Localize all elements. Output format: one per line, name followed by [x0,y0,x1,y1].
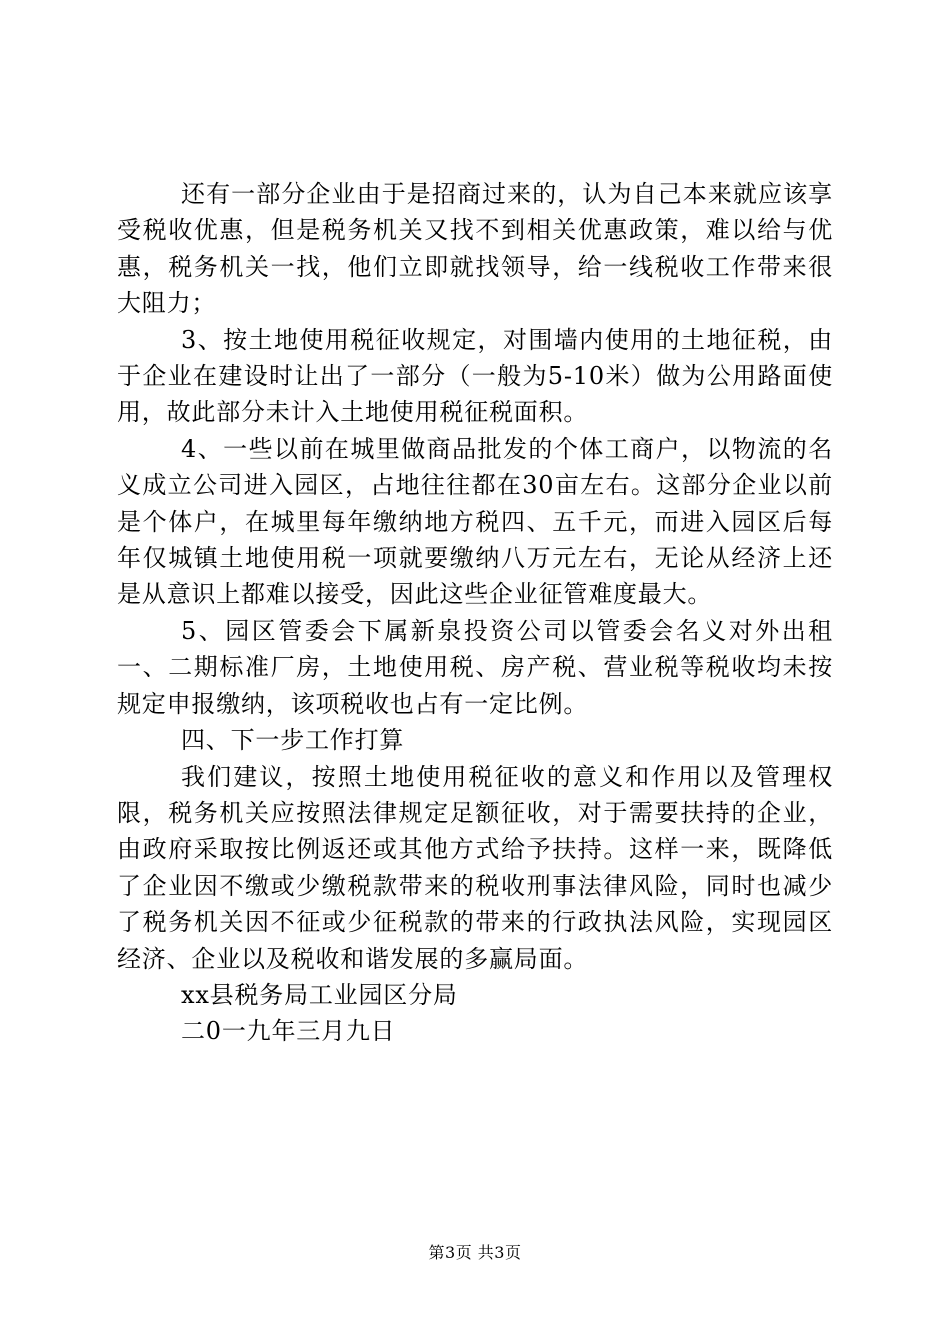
signature-organization: xx县税务局工业园区分局 [181,980,458,1009]
document-body [117,176,833,1050]
paragraph-item-3: 3、按土地使用税征收规定，对围墙内使用的土地征税，由于企业在建设时让出了一部分（一般为5-10米）做为公用路面使用，故此部分未计入土地使用税征税面积。 [117,325,833,427]
paragraph-recommendation: 我们建议，按照土地使用税征收的意义和作用以及管理权限，税务机关应按照法律规定足额征收，对于需要扶持的企业，由政府采取按比例返还或其他方式给予扶持。这样一来，既降低了企业因不缴或少缴税款带来的税收刑事法律风险，同时也减少了税务机关因不征或少征税款的带来的行政执法风险，实现园区经济、企业以及税收和谐发展的多赢局面。 [117,762,833,973]
paragraph-preferential-policy: 还有一部分企业由于是招商过来的，认为自己本来就应该享受税收优惠，但是税务机关又找不到相关优惠政策，难以给与优惠，税务机关一找，他们立即就找领导，给一线税收工作带来很大阻力； [117,180,833,318]
section-heading-next-steps: 四、下一步工作打算 [181,726,405,755]
signature-date: 二0一九年三月九日 [181,1017,396,1046]
paragraph-item-4: 4、一些以前在城里做商品批发的个体工商户，以物流的名义成立公司进入园区，占地往往都在30亩左右。这部分企业以前是个体户，在城里每年缴纳地方税四、五千元，而进入园区后每年仅城镇土地使用税一项就要缴纳八万元左右，无论从经济上还是从意识上都难以接受，因此这些企业征管难度最大。 [117,434,833,609]
paragraph-item-5: 5、园区管委会下属新泉投资公司以管委会名义对外出租一、二期标准厂房，土地使用税、房产税、营业税等税收均未按规定申报缴纳，该项税收也占有一定比例。 [117,616,833,718]
page-number-footer: 第3页 共3页 [428,1243,522,1262]
